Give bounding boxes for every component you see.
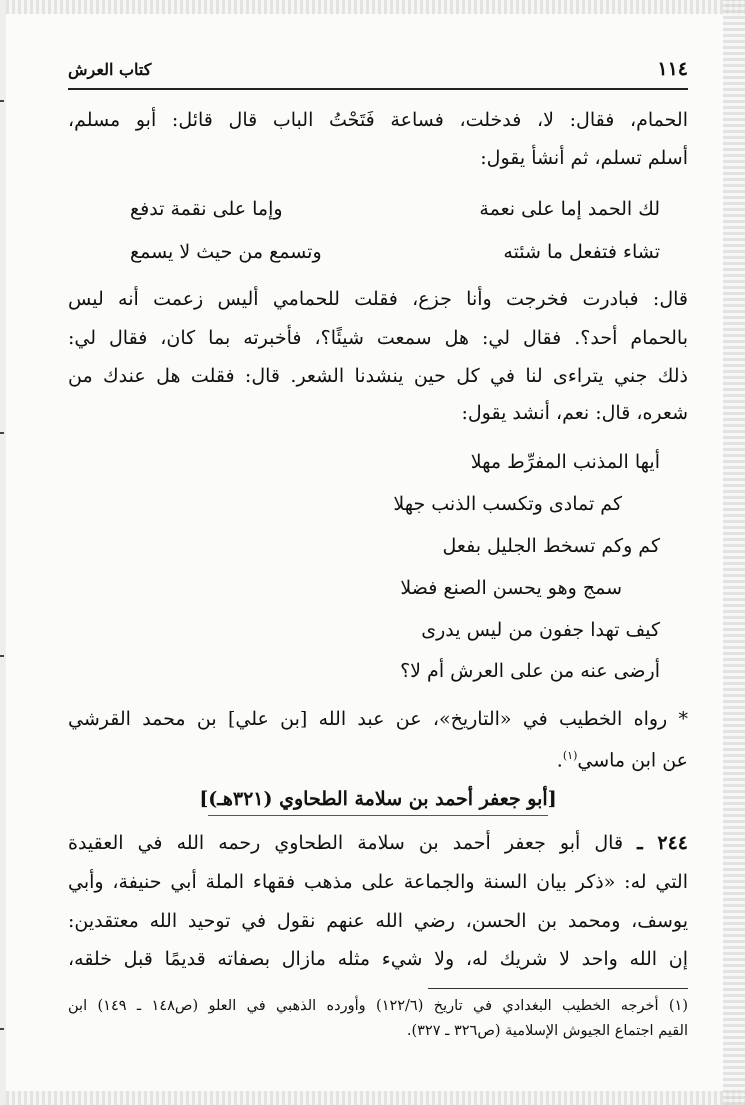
footnote-line: (١) أخرجه الخطيب البغدادي في تاريخ (١٢٢/٦) وأورده الذهبي في العلو (ص١٤٨ ـ ١٤٩) ابن bbox=[68, 998, 688, 1014]
poem-line: كم تمادى وتكسب الذنب جهلا bbox=[393, 493, 622, 515]
poem-line: كيف تهدا جفون من ليس يدرى bbox=[421, 619, 660, 641]
verse-hemistich-right: تشاء فتفعل ما شئته bbox=[503, 241, 660, 263]
body-line: بالحمام أحد؟. فقال لي: هل سمعت شيئًا؟، فأخبرته بما كان، فقال لي: bbox=[68, 327, 688, 349]
paragraph-line: التي له: «ذكر بيان السنة والجماعة على مذهب فقهاء الملة أبي حنيفة، وأبي bbox=[68, 871, 688, 893]
scan-mark bbox=[0, 432, 4, 434]
section-heading-box bbox=[68, 780, 688, 818]
verse-hemistich-left: وتسمع من حيث لا يسمع bbox=[130, 241, 322, 263]
period: . bbox=[556, 749, 563, 772]
footnote-reference: (١) bbox=[562, 749, 578, 762]
poem-line: أرضى عنه من على العرش أم لا؟ bbox=[400, 660, 660, 682]
narration-line: * رواه الخطيب في «التاريخ»، عن عبد الله [بن علي] بن محمد القرشي bbox=[68, 708, 688, 730]
book-page bbox=[68, 0, 688, 1105]
narration-text: عن ابن ماسي bbox=[577, 749, 688, 772]
paragraph-line-text: قال أبو جعفر أحمد بن سلامة الطحاوي رحمه الله في العقيدة bbox=[68, 832, 624, 854]
verse-hemistich-right: لك الحمد إما على نعمة bbox=[479, 198, 660, 220]
narration-line bbox=[68, 741, 688, 775]
page-header bbox=[68, 58, 688, 84]
body-line: قال: فبادرت فخرجت وأنا جزع، فقلت للحمامي أليس زعمت أنه ليس bbox=[68, 288, 688, 310]
body-line: شعره، قال: نعم، أنشد يقول: bbox=[461, 402, 688, 424]
scan-border-right bbox=[723, 0, 745, 1105]
paragraph-first-line bbox=[68, 828, 688, 858]
scan-mark bbox=[0, 1028, 4, 1030]
section-heading: [أبو جعفر أحمد بن سلامة الطحاوي (٣٢١هـ)] bbox=[199, 788, 557, 810]
paragraph-line: يوسف، ومحمد بن الحسن، رضي الله عنهم نقول في توحيد الله معتقدين: bbox=[68, 910, 688, 932]
scan-mark bbox=[0, 655, 4, 657]
heading-underline bbox=[208, 815, 548, 816]
scan-mark bbox=[0, 100, 4, 102]
body-line: ذلك جني يتراءى لنا في كل حين ينشدنا الشعر. قال: فقلت هل عندك من bbox=[68, 365, 688, 387]
header-rule bbox=[68, 88, 688, 90]
poem-line: سمج وهو يحسن الصنع فضلا bbox=[400, 577, 622, 599]
body-line: الحمام، فقال: لا، فدخلت، فساعة فَتَحْتُ الباب قال قائل: أبو مسلم، bbox=[68, 109, 688, 131]
verse-hemistich-left: وإما على نقمة تدفع bbox=[130, 198, 283, 220]
paragraph-number: ٢٤٤ ـ bbox=[637, 832, 688, 854]
page-number: ١١٤ bbox=[657, 58, 688, 80]
scan-border-left bbox=[0, 0, 6, 1105]
poem-line: أيها المذنب المفرِّط مهلا bbox=[470, 451, 660, 473]
body-line: أسلم تسلم، ثم أنشأ يقول: bbox=[480, 147, 688, 169]
poem-line: كم وكم تسخط الجليل بفعل bbox=[442, 535, 660, 557]
paragraph-line: إن الله واحد لا شريك له، ولا شيء مثله مازال بصفاته قديمًا قبل خلقه، bbox=[68, 948, 688, 970]
footnote-line: القيم اجتماع الجيوش الإسلامية (ص٣٢٦ ـ ٣٢٧). bbox=[406, 1023, 688, 1039]
footnote-separator bbox=[428, 988, 688, 989]
running-title: كتاب العرش bbox=[68, 60, 152, 79]
